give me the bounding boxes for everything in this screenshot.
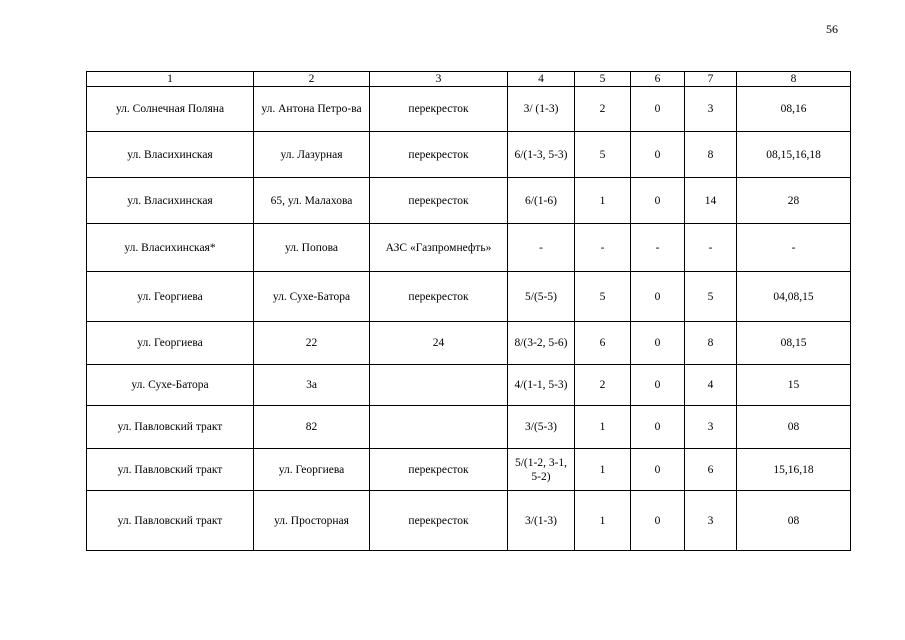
table-cell: ул. Сухе-Батора — [254, 272, 370, 322]
table-cell: ул. Власихинская — [87, 132, 254, 178]
table-cell: 1 — [575, 406, 631, 449]
column-header: 5 — [575, 72, 631, 87]
table-cell: 3 — [685, 406, 737, 449]
column-header: 3 — [370, 72, 508, 87]
table-cell: 2 — [575, 87, 631, 132]
table-cell: ул. Лазурная — [254, 132, 370, 178]
table-cell: 0 — [631, 491, 685, 551]
table-cell: - — [685, 224, 737, 272]
table-cell: 65, ул. Малахова — [254, 178, 370, 224]
table-cell: 0 — [631, 87, 685, 132]
table-cell: - — [737, 224, 851, 272]
table-cell: 08,15 — [737, 322, 851, 365]
table-cell: 08,15,16,18 — [737, 132, 851, 178]
table-cell: 8 — [685, 132, 737, 178]
table-cell: ул. Солнечная Поляна — [87, 87, 254, 132]
table-cell: 15,16,18 — [737, 449, 851, 491]
table-cell — [370, 365, 508, 406]
table-cell: 4 — [685, 365, 737, 406]
header-row — [87, 72, 851, 87]
table-cell: 6/(1-6) — [508, 178, 575, 224]
column-header: 7 — [685, 72, 737, 87]
table-cell: 3/(5-3) — [508, 406, 575, 449]
table-cell: 5 — [575, 132, 631, 178]
table-cell: 0 — [631, 272, 685, 322]
table-cell: 0 — [631, 322, 685, 365]
table-cell: 5/(1-2, 3-1, 5-2) — [508, 449, 575, 491]
table-cell: 6 — [685, 449, 737, 491]
table-cell: 1 — [575, 178, 631, 224]
table-cell: ул. Власихинская — [87, 178, 254, 224]
table-row — [87, 272, 851, 322]
table-cell: 0 — [631, 449, 685, 491]
page-number: 56 — [826, 22, 838, 36]
table-cell: 08 — [737, 491, 851, 551]
table-cell: 3 — [685, 491, 737, 551]
table-cell: 3а — [254, 365, 370, 406]
table-cell: 8 — [685, 322, 737, 365]
table-cell: перекресток — [370, 178, 508, 224]
table-cell: АЗС «Газпромнефть» — [370, 224, 508, 272]
table-row — [87, 491, 851, 551]
table-row — [87, 449, 851, 491]
table-cell: ул. Павловский тракт — [87, 449, 254, 491]
table-row — [87, 365, 851, 406]
column-header: 2 — [254, 72, 370, 87]
table-cell: ул. Георгиева — [87, 322, 254, 365]
table-cell: 8/(3-2, 5-6) — [508, 322, 575, 365]
table-cell: 5 — [685, 272, 737, 322]
table-cell: 5/(5-5) — [508, 272, 575, 322]
table-cell: - — [631, 224, 685, 272]
table-cell: 15 — [737, 365, 851, 406]
table-cell: перекресток — [370, 449, 508, 491]
table-cell: 08,16 — [737, 87, 851, 132]
table-cell: - — [508, 224, 575, 272]
table-cell: ул. Георгиева — [254, 449, 370, 491]
table-cell: 0 — [631, 365, 685, 406]
table-cell: перекресток — [370, 491, 508, 551]
table-row — [87, 322, 851, 365]
intersection-table — [86, 71, 851, 551]
table-cell: перекресток — [370, 132, 508, 178]
table-cell: 08 — [737, 406, 851, 449]
table-cell: 6/(1-3, 5-3) — [508, 132, 575, 178]
table-cell: 0 — [631, 406, 685, 449]
table-cell: ул. Просторная — [254, 491, 370, 551]
column-header: 8 — [737, 72, 851, 87]
table-cell: 5 — [575, 272, 631, 322]
table-row — [87, 132, 851, 178]
table-cell: ул. Павловский тракт — [87, 406, 254, 449]
table-cell: 0 — [631, 178, 685, 224]
column-header: 6 — [631, 72, 685, 87]
table-row — [87, 224, 851, 272]
table-cell: 1 — [575, 449, 631, 491]
table-cell: 6 — [575, 322, 631, 365]
table-cell: ул. Попова — [254, 224, 370, 272]
table-cell: 3 — [685, 87, 737, 132]
table-cell — [370, 406, 508, 449]
table-cell: перекресток — [370, 272, 508, 322]
table-row — [87, 178, 851, 224]
table-cell: 1 — [575, 491, 631, 551]
table-cell: 22 — [254, 322, 370, 365]
table-cell: 04,08,15 — [737, 272, 851, 322]
table-cell: ул. Сухе-Батора — [87, 365, 254, 406]
table-cell: 3/(1-3) — [508, 491, 575, 551]
table-cell: 2 — [575, 365, 631, 406]
table-cell: 3/ (1-3) — [508, 87, 575, 132]
table-cell: 82 — [254, 406, 370, 449]
table-cell: ул. Павловский тракт — [87, 491, 254, 551]
table-cell: ул. Власихинская* — [87, 224, 254, 272]
table-cell: 4/(1-1, 5-3) — [508, 365, 575, 406]
table-cell: 14 — [685, 178, 737, 224]
table-row — [87, 87, 851, 132]
table-cell: 0 — [631, 132, 685, 178]
column-header: 4 — [508, 72, 575, 87]
table-cell: ул. Антона Петро-ва — [254, 87, 370, 132]
table-cell: 28 — [737, 178, 851, 224]
table-cell: 24 — [370, 322, 508, 365]
column-header: 1 — [87, 72, 254, 87]
table-cell: перекресток — [370, 87, 508, 132]
table-cell: - — [575, 224, 631, 272]
table-row — [87, 406, 851, 449]
table-cell: ул. Георгиева — [87, 272, 254, 322]
